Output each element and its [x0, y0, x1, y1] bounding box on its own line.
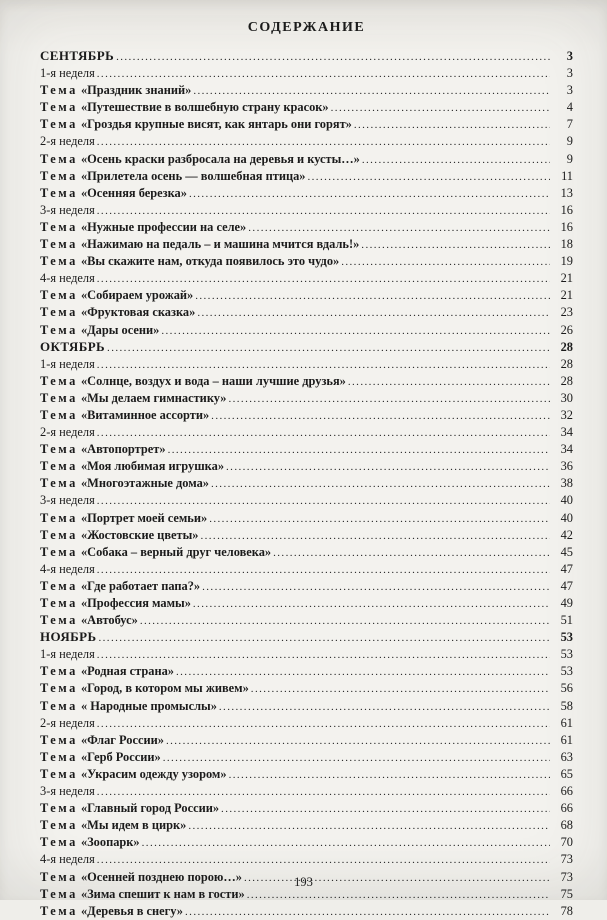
toc-entry-prefix: Тема [40, 83, 78, 98]
toc-entry-label: Тема «Где работает папа?» [40, 578, 201, 593]
toc-entry-week [40, 646, 573, 663]
toc-entry-theme [40, 680, 573, 697]
toc-entry-page-number: 34 [560, 442, 573, 457]
toc-entry-label: Тема «Многоэтажные дома» [40, 476, 209, 491]
dot-leader [188, 818, 550, 834]
toc-entry-label: 2-я неделя [40, 134, 95, 149]
toc-entry-page-number: 53 [560, 664, 573, 679]
toc-entry-week [40, 715, 573, 732]
toc-entry-label: Тема «Собираем урожай» [40, 288, 194, 303]
toc-entry-week [40, 492, 573, 509]
toc-entry-label: Тема « Народные промыслы» [40, 698, 217, 713]
toc-entry-page-number: 3 [566, 49, 573, 63]
toc-entry-theme [40, 236, 573, 253]
toc-entry-page-number: 61 [560, 732, 573, 747]
dot-leader [161, 323, 550, 339]
toc-entry-prefix: Тема [40, 100, 78, 115]
toc-entry-page-number: 16 [560, 219, 573, 234]
dot-leader [97, 493, 550, 509]
page-number: 193 [294, 875, 313, 889]
dot-leader [97, 66, 550, 82]
toc-entry-theme [40, 219, 573, 236]
dot-leader [354, 117, 550, 133]
toc-entry-page-number: 47 [560, 578, 573, 593]
toc-entry-week [40, 356, 573, 373]
toc-entry-prefix: Тема [40, 749, 78, 764]
toc-entry-prefix: Тема [40, 373, 78, 388]
dot-leader [331, 100, 550, 116]
dot-leader [99, 630, 551, 646]
dot-leader [193, 83, 550, 99]
toc-entry-page-number: 56 [560, 681, 573, 696]
toc-entry-theme [40, 116, 573, 133]
toc-entry-page-number: 53 [560, 647, 573, 662]
toc-entry-theme [40, 800, 573, 817]
toc-entry-label: СЕНТЯБРЬ [40, 48, 115, 63]
dot-leader [221, 801, 550, 817]
toc-entry-page-number: 51 [560, 613, 573, 628]
toc-entry-prefix: Тема [40, 596, 78, 610]
dot-leader [97, 271, 550, 287]
toc-entry-prefix: Тема [40, 476, 78, 491]
toc-entry-prefix: Тема [40, 903, 78, 918]
toc-entry-theme [40, 253, 573, 270]
dot-leader [142, 835, 550, 851]
toc-entry-page-number: 66 [560, 784, 573, 799]
toc-entry-label: 3-я неделя [40, 493, 95, 508]
toc-entry-page-number: 73 [560, 869, 573, 884]
toc-entry-theme [40, 185, 573, 202]
dot-leader [97, 425, 550, 441]
toc-entry-theme [40, 304, 573, 321]
toc-entry-page-number: 21 [560, 288, 573, 303]
toc-entry-label: Тема «Украсим одежду узором» [40, 766, 227, 781]
dot-leader [97, 203, 550, 219]
toc-entry-week [40, 424, 573, 441]
dot-leader [308, 169, 551, 185]
page-title: СОДЕРЖАНИЕ [247, 20, 366, 35]
toc-entry-page-number: 3 [566, 66, 573, 81]
toc-entry-page-number: 45 [560, 544, 573, 559]
toc-entry-page-number: 3 [566, 83, 573, 98]
toc-entry-theme [40, 287, 573, 304]
toc-entry-theme [40, 168, 573, 185]
toc-entry-label: Тема «Фруктовая сказка» [40, 305, 196, 320]
toc-entry-page-number: 61 [560, 715, 573, 730]
toc-entry-theme [40, 698, 573, 715]
toc-entry-label: Тема «Осенней позднею порою…» [40, 869, 242, 884]
toc-entry-label: 4-я неделя [40, 271, 95, 286]
toc-entry-page-number: 36 [560, 459, 573, 474]
toc-entry-section [40, 629, 573, 646]
toc-entry-theme [40, 817, 573, 834]
dot-leader [348, 374, 550, 390]
toc-entry-prefix: Тема [40, 664, 78, 679]
toc-entry-label: Тема «Мы идем в цирк» [40, 818, 187, 833]
toc-entry-week [40, 202, 573, 219]
toc-entry-page-number: 9 [566, 151, 573, 166]
dot-leader [97, 562, 550, 578]
toc-entry-theme [40, 578, 573, 595]
dot-leader [273, 545, 550, 561]
dot-leader [195, 288, 550, 304]
toc-entry-week [40, 65, 573, 82]
toc-entry-prefix: Тема [40, 459, 78, 474]
toc-entry-week [40, 133, 573, 150]
toc-entry-label: Тема «Прилетела осень — волшебная птица» [40, 168, 306, 183]
toc-entry-prefix: Тема [40, 390, 78, 405]
toc-entry-label: Тема «Профессия мамы» [40, 596, 191, 610]
toc-entry-theme [40, 732, 573, 749]
toc-entry-page-number: 28 [560, 373, 573, 388]
toc-entry-week [40, 270, 573, 287]
dot-leader [341, 254, 550, 270]
toc-entry-theme [40, 766, 573, 783]
toc-entry-page-number: 4 [566, 100, 573, 115]
toc-entry-prefix: Тема [40, 818, 78, 833]
toc-entry-prefix: Тема [40, 305, 78, 320]
toc-entry-page-number: 26 [560, 322, 573, 337]
toc-entry-section [40, 48, 573, 65]
toc-entry-label: 2-я неделя [40, 715, 95, 730]
toc-entry-page-number: 23 [560, 305, 573, 320]
toc-entry-label: Тема «Осень краски разбросала на деревья и кусты…» [40, 151, 360, 166]
dot-leader [211, 476, 550, 492]
dot-leader [168, 442, 550, 458]
toc-entry-label: Тема «Герб России» [40, 749, 161, 764]
toc-entry-theme [40, 373, 573, 390]
toc-entry-page-number: 73 [560, 852, 573, 867]
toc-entry-theme [40, 390, 573, 407]
toc-entry-label: Тема «Гроздья крупные висят, как янтарь они горят» [40, 117, 352, 132]
dot-leader [248, 220, 550, 236]
toc-entry-label: Тема «Нужные профессии на селе» [40, 219, 247, 234]
toc-entry-label: Тема «Моя любимая игрушка» [40, 459, 225, 474]
toc-entry-theme [40, 663, 573, 680]
toc-entry-label: Тема «Зоопарк» [40, 835, 140, 850]
toc-entry-prefix: Тема [40, 237, 78, 252]
toc-entry-prefix: Тема [40, 578, 78, 593]
toc-entry-prefix: Тема [40, 527, 78, 542]
toc-entry-page-number: 47 [560, 561, 573, 576]
toc-entry-prefix: Тема [40, 407, 78, 422]
toc-entry-label: Тема «Жостовские цветы» [40, 527, 199, 542]
toc-entry-prefix: Тема [40, 732, 78, 747]
toc-entry-theme [40, 99, 573, 116]
toc-entry-page-number: 40 [560, 493, 573, 508]
toc-entry-theme [40, 322, 573, 339]
toc-entry-page-number: 75 [560, 886, 573, 901]
dot-leader [209, 511, 550, 527]
dot-leader [211, 408, 550, 424]
toc-entry-week [40, 783, 573, 800]
toc-entry-page-number: 28 [560, 339, 573, 354]
toc-entry-label: Тема «Портрет моей семьи» [40, 510, 208, 525]
toc-entry-theme [40, 595, 573, 612]
toc-entry-theme [40, 834, 573, 851]
toc-entry-label: Тема «Витаминное ассорти» [40, 407, 210, 422]
toc-entry-label: Тема «Автопортрет» [40, 442, 166, 457]
toc-entry-prefix: Тема [40, 219, 78, 234]
toc-entry-page-number: 70 [560, 835, 573, 850]
toc-entry-prefix: Тема [40, 185, 78, 200]
toc-entry-label: Тема «Собака – верный друг человека» [40, 544, 272, 559]
dot-leader [97, 357, 550, 373]
toc-entry-theme [40, 458, 573, 475]
toc-entry-page-number: 34 [560, 425, 573, 440]
toc-entry-prefix: Тема [40, 801, 78, 816]
toc-entry-theme [40, 612, 573, 629]
toc-entry-label: Тема «Мы делаем гимнастику» [40, 390, 227, 405]
toc-entry-label: 1-я неделя [40, 66, 95, 81]
toc-entry-theme [40, 475, 573, 492]
dot-leader [185, 904, 550, 920]
toc-entry-label: Тема «Родная страна» [40, 664, 174, 679]
toc-entry-page-number: 38 [560, 476, 573, 491]
dot-leader [97, 784, 550, 800]
dot-leader [97, 852, 550, 868]
toc-entry-prefix: Тема [40, 766, 78, 781]
dot-leader [251, 681, 550, 697]
toc-entry-page-number: 78 [560, 903, 573, 918]
toc-entry-prefix: Тема [40, 544, 78, 559]
toc-entry-label: ОКТЯБРЬ [40, 338, 106, 354]
toc-entry-label: 3-я неделя [40, 784, 95, 799]
toc-entry-theme [40, 441, 573, 458]
toc-entry-label: Тема «Автобус» [40, 613, 138, 628]
toc-entry-theme [40, 82, 573, 99]
dot-leader [97, 647, 550, 663]
toc-entry-theme [40, 903, 573, 920]
toc-entry-prefix: Тема [40, 288, 78, 303]
toc-entry-theme [40, 749, 573, 766]
toc-entry-theme [40, 510, 573, 527]
toc-entry-prefix: Тема [40, 151, 78, 166]
dot-leader [193, 596, 550, 612]
toc-entry-page-number: 65 [560, 766, 573, 781]
toc-entry-prefix: Тема [40, 510, 78, 525]
toc-entry-label: 2-я неделя [40, 425, 95, 440]
dot-leader [226, 459, 550, 475]
toc-entry-label: Тема «Нажимаю на педаль – и машина мчится вдаль!» [40, 237, 360, 252]
toc-entry-page-number: 49 [560, 596, 573, 610]
toc-entry-prefix: Тема [40, 117, 78, 132]
toc-entry-page-number: 53 [560, 630, 573, 645]
dot-leader [97, 716, 550, 732]
toc-entry-week [40, 851, 573, 868]
toc-entry-prefix: Тема [40, 681, 78, 696]
toc-entry-label: 1-я неделя [40, 356, 95, 371]
toc-entry-page-number: 30 [560, 390, 573, 405]
toc-entry-label: 3-я неделя [40, 202, 95, 217]
toc-entry-prefix: Тема [40, 869, 78, 884]
toc-entry-prefix: Тема [40, 613, 78, 628]
dot-leader [361, 237, 550, 253]
toc-entry-label: 4-я неделя [40, 561, 95, 576]
toc-entry-label: НОЯБРЬ [40, 629, 97, 645]
dot-leader [197, 305, 550, 321]
toc-entry-prefix: Тема [40, 442, 78, 457]
toc-entry-page-number: 19 [560, 254, 573, 269]
toc-entry-label: 1-я неделя [40, 647, 95, 662]
toc-entry-page-number: 32 [560, 407, 573, 422]
toc-entry-section [40, 339, 573, 356]
toc-entry-prefix: Тема [40, 886, 78, 901]
toc-entry-page-number: 40 [560, 510, 573, 525]
dot-leader [107, 340, 550, 356]
toc-entry-page-number: 42 [560, 527, 573, 542]
toc-entry-page-number: 66 [560, 801, 573, 816]
toc-entry-label: Тема «Праздник знаний» [40, 83, 192, 98]
dot-leader [228, 391, 550, 407]
toc-entry-page-number: 11 [561, 168, 573, 183]
toc-entry-theme [40, 527, 573, 544]
dot-leader [140, 613, 550, 629]
dot-leader [176, 664, 550, 680]
dot-leader [189, 186, 550, 202]
toc-entry-label: Тема «Деревья в снегу» [40, 903, 184, 918]
toc-entry-label: Тема «Главный город России» [40, 801, 220, 816]
toc-entry-prefix: Тема [40, 698, 78, 713]
toc-entry-label: Тема «Путешествие в волшебную страну красок» [40, 100, 329, 115]
toc-entry-page-number: 68 [560, 818, 573, 833]
toc-entry-page-number: 58 [560, 698, 573, 713]
dot-leader [219, 699, 550, 715]
dot-leader [97, 134, 550, 150]
toc-entry-theme [40, 407, 573, 424]
toc-entry-theme [40, 544, 573, 561]
dot-leader [200, 528, 550, 544]
toc-entry-page-number: 21 [560, 271, 573, 286]
toc-entry-page-number: 13 [560, 185, 573, 200]
dot-leader [229, 767, 550, 783]
toc-entry-page-number: 7 [566, 117, 573, 132]
toc-entry-label: Тема «Город, в котором мы живем» [40, 681, 249, 696]
toc-entry-label: Тема «Осенняя березка» [40, 185, 187, 200]
toc-entry-prefix: Тема [40, 322, 78, 337]
dot-leader [163, 750, 550, 766]
toc-entry-label: Тема «Зима спешит к нам в гости» [40, 886, 245, 901]
dot-leader [166, 733, 550, 749]
toc-entry-label: Тема «Дары осени» [40, 322, 160, 337]
toc-entry-label: Тема «Вы скажите нам, откуда появилось это чудо» [40, 254, 340, 269]
toc-entry-theme [40, 151, 573, 168]
toc-entry-page-number: 9 [566, 134, 573, 149]
toc-entry-week [40, 561, 573, 578]
toc-entry-prefix: Тема [40, 835, 78, 850]
toc-entry-label: Тема «Солнце, воздух и вода – наши лучшие друзья» [40, 373, 346, 388]
toc-entry-page-number: 16 [560, 202, 573, 217]
dot-leader [362, 152, 550, 168]
toc-entry-page-number: 63 [560, 749, 573, 764]
toc-entry-label: 4-я неделя [40, 852, 95, 867]
dot-leader [116, 49, 550, 65]
toc-entry-label: Тема «Флаг России» [40, 732, 164, 747]
dot-leader [202, 579, 550, 595]
toc-entry-page-number: 18 [560, 237, 573, 252]
toc-entry-prefix: Тема [40, 254, 78, 269]
toc-entry-page-number: 28 [560, 356, 573, 371]
table-of-contents [40, 48, 573, 920]
toc-entry-prefix: Тема [40, 168, 78, 183]
